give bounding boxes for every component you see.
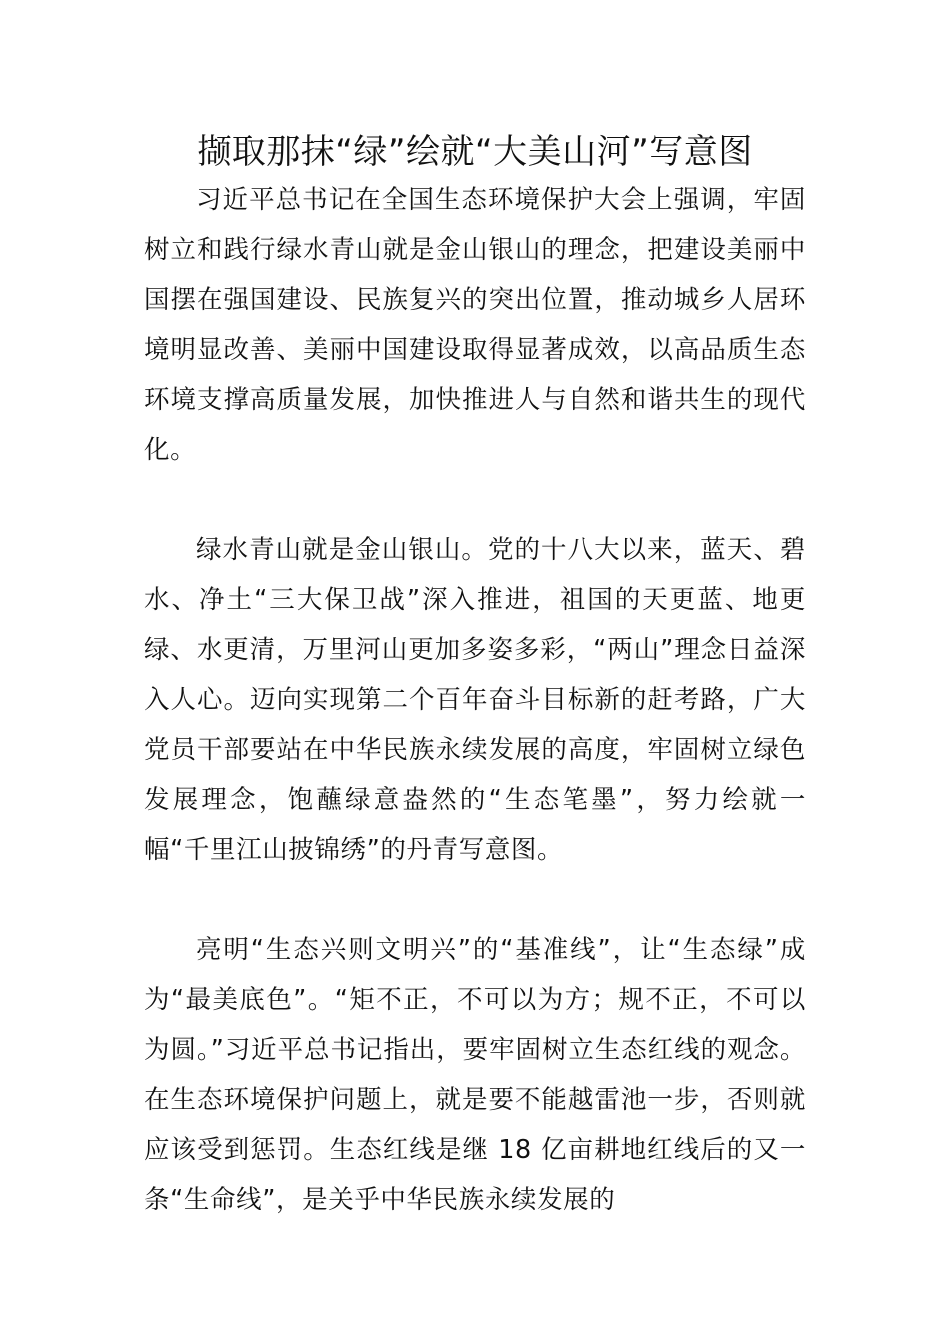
paragraph-2: 绿水青山就是金山银山。党的十八大以来，蓝天、碧水、净土“三大保卫战”深入推进，祖国的天更蓝、地更绿、水更清，万里河山更加多姿多彩，“两山”理念日益深入人心。迈向实现第二个百年奋斗目标新的赶考路，广大党员干部要站在中华民族永续发展的高度，牢固树立绿色发展理念，饱蘸绿意盎然的“生态笔墨”，努力绘就一幅“千里江山披锦绣”的丹青写意图。 [144,535,806,865]
document-body [144,175,806,1225]
paragraph-1: 习近平总书记在全国生态环境保护大会上强调，牢固树立和践行绿水青山就是金山银山的理念，把建设美丽中国摆在强国建设、民族复兴的突出位置，推动城乡人居环境明显改善、美丽中国建设取得显著成效，以高品质生态环境支撑高质量发展，加快推进人与自然和谐共生的现代化。 [144,185,806,465]
paragraph-3: 亮明“生态兴则文明兴”的“基准线”，让“生态绿”成为“最美底色”。“矩不正，不可以为方；规不正，不可以为圆。”习近平总书记指出，要牢固树立生态红线的观念。在生态环境保护问题上，就是要不能越雷池一步，否则就应该受到惩罚。生态红线是继 18 亿亩耕地红线后的又一条“生命线”，是关乎中华民族永续发展的 [144,935,806,1215]
document-title: 撷取那抹“绿”绘就“大美山河”写意图 [197,132,753,172]
